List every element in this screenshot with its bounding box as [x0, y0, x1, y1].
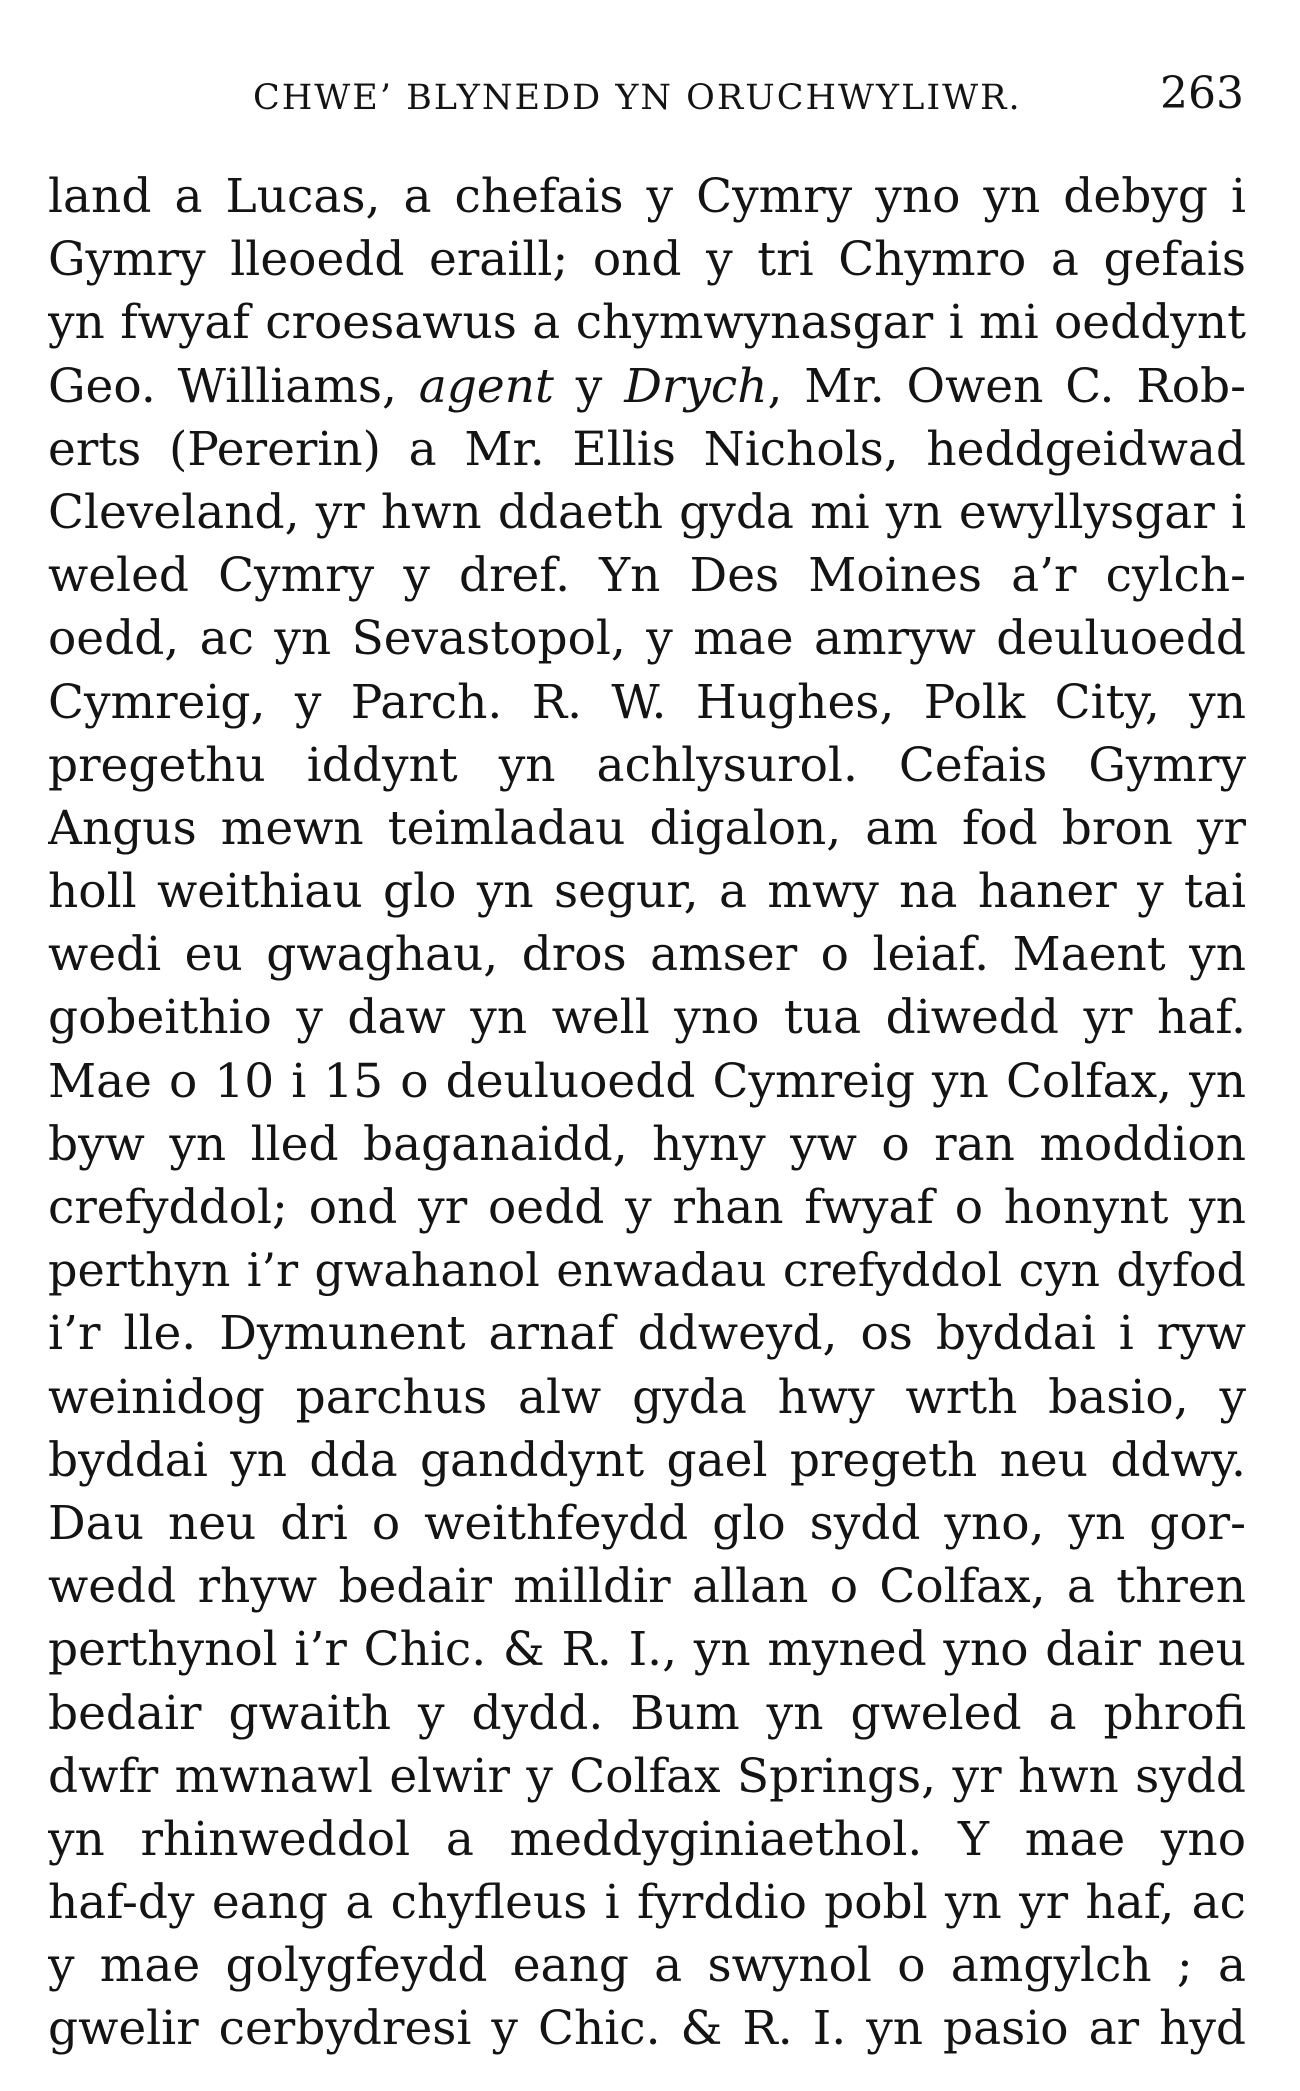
text-line: holl weithiau glo yn segur, a mwy na haner y tai — [48, 864, 1246, 920]
text-line: yn rhinweddol a meddyginiaethol. Y mae yno — [48, 1811, 1246, 1867]
text-line: byw yn lled baganaidd, hyny yw o ran moddion — [48, 1116, 1246, 1172]
text-line: yn fwyaf croesawus a chymwynasgar i mi oeddynt — [48, 295, 1246, 351]
text-line: perthyn i’r gwahanol enwadau crefyddol cyn dyfod — [48, 1243, 1246, 1298]
text-line: i’r lle. Dymunent arnaf ddweyd, os byddai i ryw — [48, 1306, 1246, 1362]
text-line: erts (Pererin) a Mr. Ellis Nichols, heddgeidwad — [48, 421, 1246, 477]
text-line: land a Lucas, a chefais y Cymry yno yn debyg i — [48, 169, 1246, 224]
text-line: Cleveland, yr hwn ddaeth gyda mi yn ewyllysgar i — [48, 484, 1246, 540]
text-line: wedd rhyw bedair milldir allan o Colfax, a thren — [48, 1559, 1246, 1615]
page-header — [0, 60, 1300, 130]
italic-phrase: agent — [418, 358, 554, 414]
text-line: crefyddol; ond yr oedd y rhan fwyaf o honynt yn — [48, 1180, 1246, 1235]
page-number: 263 — [1160, 68, 1244, 119]
text-line: weled Cymry y dref. Yn Des Moines a’r cylch- — [48, 548, 1246, 604]
text-line: y mae golygfeydd eang a swynol o amgylch ; a — [48, 1938, 1246, 1994]
text-line: bedair gwaith y dydd. Bum yn gweled a phrofi — [48, 1685, 1246, 1741]
text-line: oedd, ac yn Sevastopol, y mae amryw deuluoedd — [48, 611, 1246, 667]
text-line: Dau neu dri o weithfeydd glo sydd yno, yn gor- — [48, 1495, 1246, 1551]
text-run: Geo. Williams, — [48, 358, 419, 414]
text-line: gwelir cerbydresi y Chic. & R. I. yn pasio ar hyd — [48, 2001, 1246, 2057]
text-run: , Mr. Owen C. Rob- — [767, 358, 1246, 414]
running-head: CHWE’ BLYNEDD YN ORUCHWYLIWR. — [253, 78, 1022, 118]
text-run: y — [553, 358, 625, 414]
text-line: perthynol i’r Chic. & R. I., yn myned yno dair neu — [48, 1622, 1246, 1678]
text-line: byddai yn dda ganddynt gael pregeth neu ddwy. — [48, 1432, 1246, 1488]
text-line: haf-dy eang a chyfleus i fyrddio pobl yn yr haf, ac — [48, 1875, 1246, 1931]
text-line: weinidog parchus alw gyda hwy wrth basio, y — [48, 1369, 1246, 1425]
text-line: Cymreig, y Parch. R. W. Hughes, Polk City, yn — [48, 674, 1246, 730]
text-line: wedi eu gwaghau, dros amser o leiaf. Maent yn — [48, 927, 1246, 983]
text-line — [48, 355, 1246, 418]
text-line: dwfr mwnawl elwir y Colfax Springs, yr hwn sydd — [48, 1748, 1246, 1804]
text-line: Gymry lleoedd eraill; ond y tri Chymro a gefais — [48, 232, 1246, 288]
italic-phrase: Drych — [624, 358, 768, 414]
text-line: pregethu iddynt yn achlysurol. Cefais Gymry — [48, 737, 1246, 793]
text-line: gobeithio y daw yn well yno tua diwedd yr haf. — [48, 990, 1246, 1046]
text-line: Mae o 10 i 15 o deuluoedd Cymreig yn Colfax, yn — [48, 1053, 1246, 1109]
body-text — [48, 165, 1246, 2061]
text-line: Angus mewn teimladau digalon, am fod bron yr — [48, 800, 1246, 856]
